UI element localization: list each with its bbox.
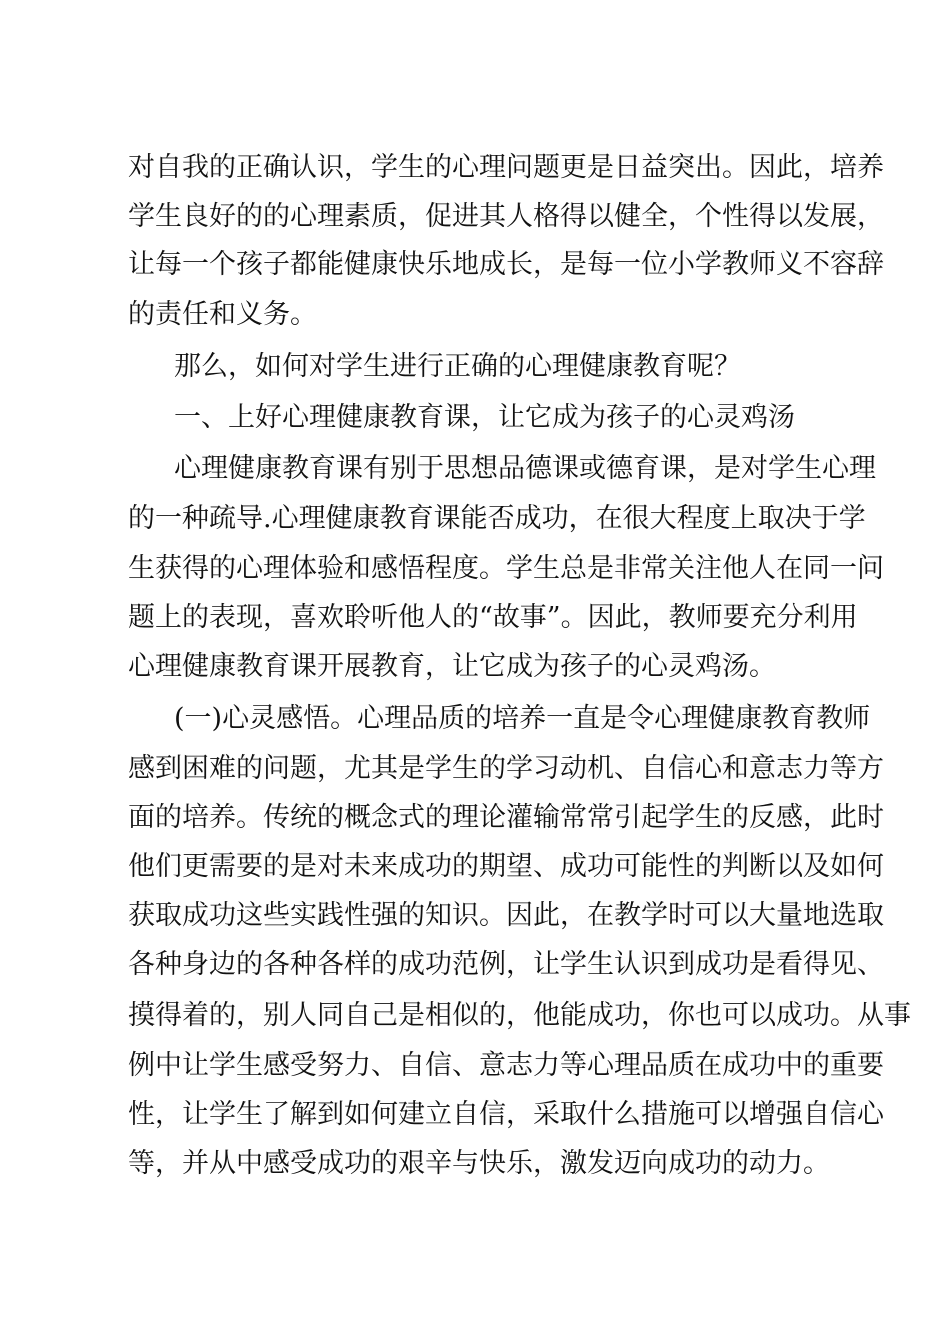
text-line: 各种身边的各种各样的成功范例，让学生认识到成功是看得见、 bbox=[128, 949, 884, 980]
text-line: 等，并从中感受成功的艰辛与快乐，激发迈向成功的动力。 bbox=[128, 1148, 830, 1179]
text-line: 性，让学生了解到如何建立自信，采取什么措施可以增强自信心 bbox=[128, 1099, 884, 1130]
text-line: (一)心灵感悟。心理品质的培养一直是令心理健康教育教师 bbox=[174, 703, 871, 734]
text-line: 题上的表现，喜欢聆听他人的“故事”。因此，教师要充分利用 bbox=[128, 602, 858, 633]
text-line: 对自我的正确认识，学生的心理问题更是日益突出。因此，培养 bbox=[128, 152, 884, 183]
text-line: 他们更需要的是对未来成功的期望、成功可能性的判断以及如何 bbox=[128, 851, 884, 882]
text-line: 学生良好的的心理素质，促进其人格得以健全，个性得以发展， bbox=[128, 201, 884, 232]
section-heading: 一、上好心理健康教育课，让它成为孩子的心灵鸡汤 bbox=[174, 402, 795, 433]
text-line: 让每一个孩子都能健康快乐地成长，是每一位小学教师义不容辞 bbox=[128, 249, 884, 280]
text-line: 那么，如何对学生进行正确的心理健康教育呢？ bbox=[174, 351, 741, 382]
text-line: 的责任和义务。 bbox=[128, 299, 317, 330]
text-line: 的一种疏导.心理健康教育课能否成功，在很大程度上取决于学 bbox=[128, 503, 866, 534]
text-line: 获取成功这些实践性强的知识。因此，在教学时可以大量地选取 bbox=[128, 900, 884, 931]
text-line: 心理健康教育课有别于思想品德课或德育课，是对学生心理 bbox=[174, 453, 876, 484]
text-line: 摸得着的，别人同自己是相似的，他能成功，你也可以成功。从事 bbox=[128, 1000, 911, 1031]
text-line: 例中让学生感受努力、自信、意志力等心理品质在成功中的重要 bbox=[128, 1050, 884, 1081]
text-line: 心理健康教育课开展教育，让它成为孩子的心灵鸡汤。 bbox=[128, 651, 776, 682]
text-line: 生获得的心理体验和感悟程度。学生总是非常关注他人在同一问 bbox=[128, 553, 884, 584]
text-line: 感到困难的问题，尤其是学生的学习动机、自信心和意志力等方 bbox=[128, 753, 884, 784]
text-line: 面的培养。传统的概念式的理论灌输常常引起学生的反感，此时 bbox=[128, 802, 884, 833]
